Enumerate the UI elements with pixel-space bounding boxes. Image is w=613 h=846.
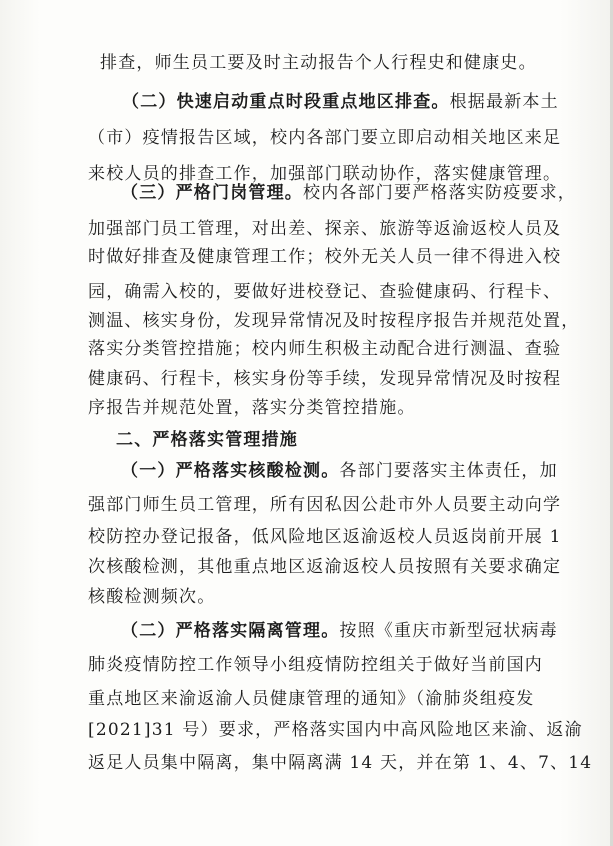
body-text: 序报告并规范处置，落实分类管控措施。 [88, 398, 416, 418]
text-line-14 [121, 461, 558, 481]
body-text: 来校人员的排查工作，加强部门联动协作，落实健康管理。 [88, 164, 562, 184]
body-text: 返足人员集中隔离，集中隔离满 14 天，并在第 1、4、7、14 [88, 753, 593, 773]
body-text: 排查，师生员工要及时主动报告个人行程史和健康史。 [100, 53, 537, 73]
text-line-3 [88, 128, 561, 148]
body-text: 健康码、行程卡，核实身份等手续，发现异常情况及时按程 [88, 369, 562, 389]
text-line-19 [121, 621, 558, 641]
body-text: 各部门要落实主体责任，加 [339, 461, 558, 481]
text-line-1 [100, 53, 537, 73]
text-line-9 [88, 311, 579, 331]
subheading: （二）快速启动重点时段重点地区排查。 [122, 92, 450, 112]
text-line-12 [88, 398, 416, 418]
body-text: 按照《重庆市新型冠状病毒 [339, 621, 558, 641]
text-line-17 [88, 557, 561, 577]
text-line-20 [88, 655, 543, 675]
text-line-23 [88, 753, 592, 773]
body-text: 肺炎疫情防控工作领导小组疫情防控组关于做好当前国内 [88, 655, 543, 675]
text-line-2 [122, 92, 559, 112]
text-line-7 [88, 247, 561, 267]
text-line-18 [88, 587, 215, 607]
text-line-5 [121, 183, 576, 203]
body-text: [2021]31 号）要求，严格落实国内中高风险地区来渝、返渝 [88, 720, 583, 740]
text-line-22 [88, 720, 583, 740]
text-line-11 [88, 369, 561, 389]
body-text: 落实分类管控措施；校内师生积极主动配合进行测温、查验 [88, 339, 562, 359]
subheading: （一）严格落实核酸检测。 [121, 461, 340, 481]
subheading: （二）严格落实隔离管理。 [121, 621, 340, 641]
text-line-4 [88, 164, 561, 184]
body-text: 测温、核实身份，发现异常情况及时按程序报告并规范处置， [88, 311, 580, 331]
text-line-15 [88, 495, 561, 515]
body-text: 园，确需入校的，要做好进校登记、查验健康码、行程卡、 [88, 282, 562, 302]
body-text: 次核酸检测，其他重点地区返渝返校人员按照有关要求确定 [88, 557, 562, 577]
body-text: 校防控办登记报备，低风险地区返渝返校人员返岗前开展 1 [88, 527, 562, 547]
body-text: 强部门师生员工管理，所有因私因公赴市外人员要主动向学 [88, 495, 562, 515]
text-line-8 [88, 282, 561, 302]
body-text: 核酸检测频次。 [88, 587, 216, 607]
subheading: （三）严格门岗管理。 [121, 183, 303, 203]
body-text: 重点地区来渝返渝人员健康管理的通知》（渝肺炎组疫发 [88, 689, 535, 709]
section-heading [116, 430, 298, 450]
body-text: 时做好排查及健康管理工作；校外无关人员一律不得进入校 [88, 247, 562, 267]
body-text: 根据最新本土 [449, 92, 559, 112]
text-line-16 [88, 527, 562, 547]
body-text: （市）疫情报告区域，校内各部门要立即启动相关地区来足 [88, 128, 562, 148]
body-text: 加强部门员工管理，对出差、探亲、旅游等返渝返校人员及 [88, 219, 562, 239]
text-line-21 [88, 689, 535, 709]
body-text: 校内各部门要严格落实防疫要求， [303, 183, 576, 203]
text-line-6 [88, 219, 561, 239]
heading-text: 二、严格落实管理措施 [116, 430, 298, 450]
text-line-10 [88, 339, 561, 359]
